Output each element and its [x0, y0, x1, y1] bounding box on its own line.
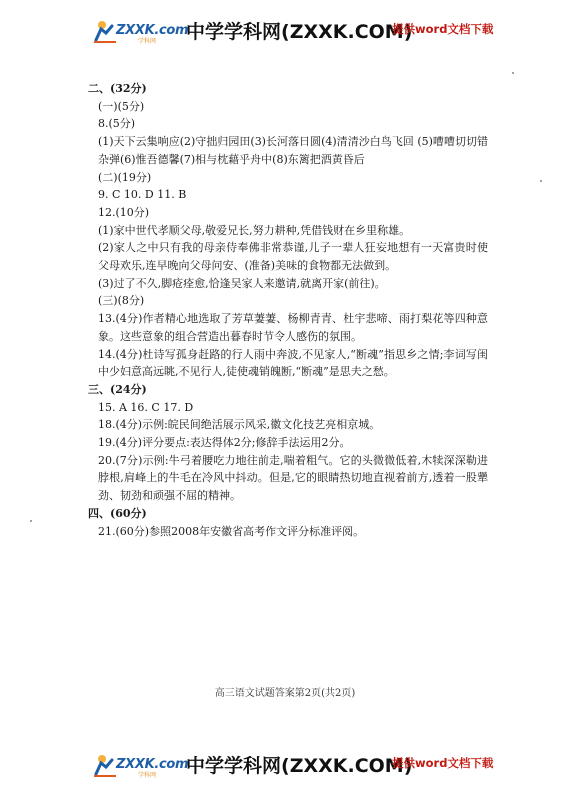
answer-line: 21.(60分)参照2008年安徽省高考作文评分标准评阅。 — [98, 524, 365, 538]
logo-subtext: 学科网 — [138, 38, 157, 45]
answer-line: (1)天下云集响应(2)守拙归园田(3)长河落日圆(4)清清沙白鸟飞回 (5)嘈嘈切切错杂弹(6)惟吾德馨(7)相与枕藉乎舟中(8)东篱把酒黄昏后 — [98, 135, 488, 166]
scan-speck — [512, 72, 514, 74]
answer-line: 四、(60分) — [88, 506, 147, 520]
answer-line: 15. A 16. C 17. D — [98, 400, 194, 414]
zxxk-logo-bottom[interactable] — [92, 750, 189, 780]
site-url: (ZXXK.COM) — [281, 755, 413, 777]
answer-line: 18.(4分)示例:皖民间绝活展示风采,徽文化技艺亮相京城。 — [98, 418, 381, 432]
site-url: (ZXXK.COM) — [281, 21, 413, 43]
word-download-tagline[interactable]: 提供word文档下载 — [392, 22, 494, 36]
answer-line: 8.(5分) — [98, 117, 136, 131]
site-name: 中学学科网 — [186, 755, 282, 777]
answer-line: 14.(4分)杜诗写孤身赶路的行人雨中奔波,不见家人,“断魂”指思乡之情;李词写闺中少妇意高远眺,不见行人,徒使魂销魄断,“断魂”是思夫之愁。 — [98, 347, 488, 379]
answer-line: 13.(4分)作者精心地选取了芳草萋萋、杨柳青青、杜宇悲啼、雨打梨花等四种意象。这些意象的组合营造出暮春时节令人感伤的氛围。 — [98, 312, 488, 343]
answer-line: (三)(8分) — [98, 294, 145, 308]
answer-line: (1)家中世代孝顺父母,敬爱兄长,努力耕种,凭借钱财在乡里称雄。 — [98, 223, 411, 237]
answer-line: (3)过了不久,脚疮痊愈,恰逢吴家人来邀请,就离开家(前往)。 — [98, 276, 386, 290]
answer-line: 20.(7分)示例:牛弓着腰吃力地往前走,喘着粗气。它的头微微低着,木犊深深勒进脖根,肩峰上的牛毛在冷风中抖动。但是,它的眼睛热切地直视着前方,透着一股犟劲、韧劲和顽强不屈的精神。 — [98, 453, 488, 503]
footer-banner — [0, 742, 570, 788]
word-download-tagline[interactable]: 提供word文档下载 — [392, 756, 494, 770]
answer-line: 12.(10分) — [98, 205, 150, 219]
header-banner — [0, 8, 570, 54]
answer-line: 19.(4分)评分要点:表达得体2分;修辞手法运用2分。 — [98, 436, 351, 450]
answer-line: (二)(19分) — [98, 170, 152, 184]
answer-line: (2)家人之中只有我的母亲侍奉佛非常恭谨,儿子一辈人狂妄地想有一天富贵时使父母欢乐,连早晚向父母问安、(准备)美味的食物都无法做到。 — [98, 241, 488, 273]
student-logo-icon — [92, 752, 118, 778]
logo-subtext: 学科网 — [138, 772, 157, 779]
site-name: 中学学科网 — [186, 21, 282, 43]
answer-line: 9. C 10. D 11. B — [98, 188, 187, 202]
site-title[interactable] — [186, 751, 412, 778]
student-logo-icon — [92, 18, 118, 44]
answer-line: 二、(32分) — [88, 82, 147, 95]
zxxk-logo[interactable] — [92, 16, 189, 46]
scan-speck — [540, 180, 542, 182]
answer-line: 三、(24分) — [88, 382, 147, 396]
logo-wordmark: ZXXK.com — [116, 23, 189, 38]
site-title[interactable] — [186, 17, 412, 44]
answer-key-content — [88, 80, 488, 540]
page-footer: 高三语文试题答案第2页(共2页) — [214, 688, 356, 699]
logo-wordmark: ZXXK.com — [116, 757, 189, 772]
answer-line: (一)(5分) — [98, 99, 145, 113]
scan-speck — [30, 520, 32, 522]
